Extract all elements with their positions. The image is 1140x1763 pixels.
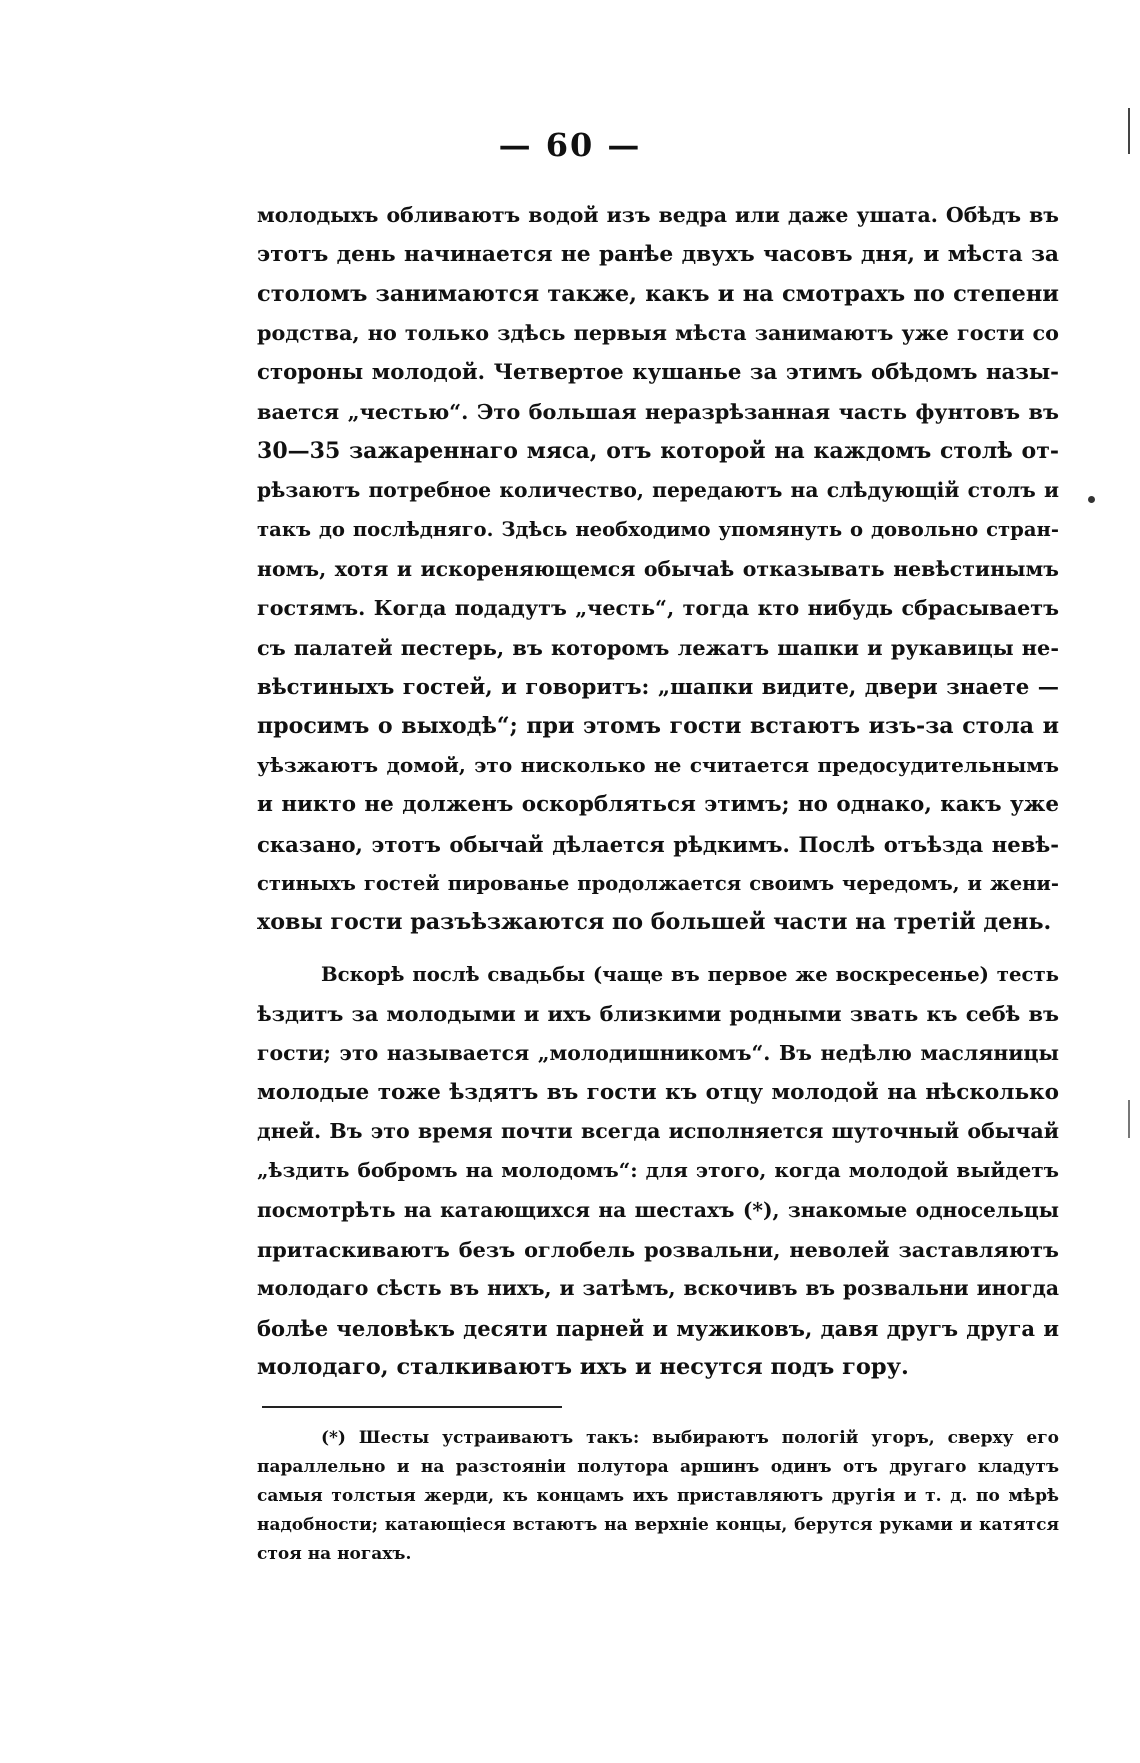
footnote-line: стоя на ногахъ. [257, 1544, 412, 1564]
text-line: стороны молодой. Четвертое кушанье за этимъ обѣдомъ назы- [257, 360, 1059, 386]
text-line: такъ до послѣдняго. Здѣсь необходимо упомянуть о довольно стран- [257, 518, 1059, 542]
footnote-line: самыя толстыя жерди, къ концамъ ихъ приставляютъ другія и т. д. по мѣрѣ [257, 1486, 1059, 1506]
footnote [257, 1424, 1059, 1569]
text-line: съ палатей пестерь, въ которомъ лежатъ шапки и рукавицы не- [257, 635, 1059, 661]
margin-dot-mark [1088, 496, 1095, 503]
text-line: гости; это называется „молодишникомъ“. Въ недѣлю масляницы [257, 1040, 1059, 1065]
text-line: родства, но только здѣсь первыя мѣста занимаютъ уже гости со [257, 320, 1059, 345]
text-line: вается „честью“. Это большая неразрѣзанная часть фунтовъ въ [257, 399, 1059, 425]
text-line: молодые тоже ѣздятъ въ гости къ отцу молодой на нѣсколько [257, 1079, 1059, 1105]
text-line: сказано, этотъ обычай дѣлается рѣдкимъ. Послѣ отъѣзда невѣ- [257, 831, 1059, 857]
paragraph-1 [257, 196, 1059, 943]
page-number: — 60 — [498, 126, 642, 164]
footnote-line: (*) Шесты устраиваютъ такъ: выбираютъ пологій угоръ, сверху его [321, 1428, 1059, 1448]
text-line: „ѣздить бобромъ на молодомъ“: для этого, когда молодой выйдетъ [257, 1158, 1059, 1183]
text-line: вѣстиныхъ гостей, и говоритъ: „шапки видите, двери знаете — [257, 674, 1059, 700]
text-line: молодыхъ обливаютъ водой изъ ведра или даже ушата. Обѣдъ въ [257, 203, 1059, 227]
text-line: 30—35 зажареннаго мяса, отъ которой на каждомъ столѣ от- [257, 437, 1059, 464]
text-line: рѣзаютъ потребное количество, передаютъ на слѣдующій столъ и [257, 478, 1059, 503]
text-line: Вскорѣ послѣ свадьбы (чаще въ первое же воскресенье) тесть [321, 963, 1059, 986]
text-line: ѣздитъ за молодыми и ихъ близкими родными звать къ себѣ въ [257, 1001, 1059, 1027]
text-line: просимъ о выходѣ“; при этомъ гости встаютъ изъ-за стола и [257, 712, 1059, 739]
paragraph-2 [257, 955, 1059, 1387]
footnote-divider [262, 1406, 562, 1408]
margin-scan-mark [1128, 1100, 1130, 1138]
margin-scan-mark [1128, 108, 1130, 154]
text-line: молодаго, сталкиваютъ ихъ и несутся подъ гору. [257, 1353, 909, 1380]
text-line: столомъ занимаются также, какъ и на смотрахъ по степени [257, 280, 1059, 307]
text-line: уѣзжаютъ домой, это нисколько не считается предосудительнымъ [257, 753, 1059, 778]
text-line: молодаго сѣсть въ нихъ, и затѣмъ, вскочивъ въ розвальни иногда [257, 1276, 1059, 1301]
text-line: и никто не долженъ оскорбляться этимъ; но однако, какъ уже [257, 792, 1059, 818]
text-line: ховы гости разъѣзжаются по большей части на третій день. [257, 909, 1052, 936]
text-line: стиныхъ гостей пированье продолжается своимъ чередомъ, и жени- [257, 872, 1059, 896]
text-line: посмотрѣть на катающихся на шестахъ (*), знакомые односельцы [257, 1197, 1059, 1222]
text-line: этотъ день начинается не ранѣе двухъ часовъ дня, и мѣста за [257, 242, 1059, 268]
text-line: номъ, хотя и искореняющемся обычаѣ отказывать невѣстинымъ [257, 556, 1059, 581]
text-line: болѣе человѣкъ десяти парней и мужиковъ, давя другъ друга и [257, 1315, 1059, 1341]
text-line: гостямъ. Когда подадутъ „честь“, тогда кто нибудь сбрасываетъ [257, 595, 1059, 620]
text-line: притаскиваютъ безъ оглобель розвальни, неволей заставляютъ [257, 1237, 1059, 1263]
footnote-line: надобности; катающіеся встаютъ на верхніе концы, берутся руками и катятся [257, 1515, 1059, 1535]
text-line: дней. Въ это время почти всегда исполняется шуточный обычай [257, 1119, 1059, 1144]
footnote-line: параллельно и на разстояніи полутора аршинъ одинъ отъ другаго кладутъ [257, 1457, 1059, 1477]
